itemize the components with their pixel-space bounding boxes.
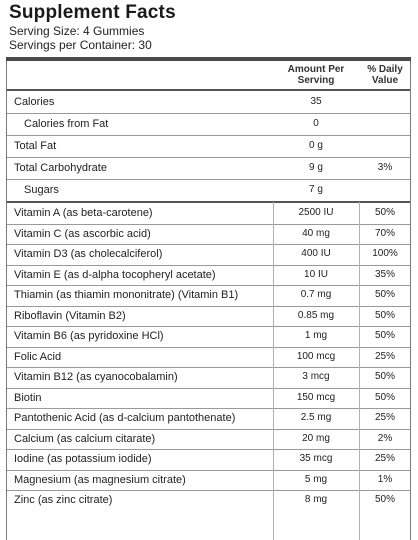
row-separator (7, 367, 410, 368)
macro-label: Calories from Fat (24, 118, 109, 130)
row-separator (7, 179, 410, 180)
nutrient-label: Calcium (as calcium citarate) (14, 432, 156, 445)
nutrient-amount: 0.7 mg (300, 289, 332, 300)
nutrient-label: Riboflavin (Vitamin B2) (14, 309, 126, 322)
macro-amount: 7 g (309, 184, 323, 195)
row-separator (7, 244, 410, 245)
macro-amount: 9 g (309, 162, 323, 173)
nutrient-daily-value: 70% (374, 227, 395, 239)
nutrient-label: Vitamin B12 (as cyanocobalamin) (14, 371, 178, 383)
nutrient-label: Biotin (14, 391, 42, 404)
nutrient-daily-value: 100% (372, 248, 398, 259)
nutrient-amount: 5 mg (304, 473, 328, 485)
row-separator (7, 224, 410, 225)
nutrient-daily-value: 35% (374, 268, 395, 280)
nutrient-daily-value: 25% (374, 350, 395, 362)
nutrient-daily-value: 50% (374, 330, 395, 341)
nutrient-amount: 0.85 mg (297, 309, 335, 321)
row-separator (7, 470, 410, 471)
serving-size: Serving Size: 4 Gummies (9, 24, 145, 38)
nutrient-amount: 20 mg (302, 432, 330, 444)
nutrient-label: Vitamin C (as ascorbic acid) (14, 227, 151, 240)
nutrient-label: Folic Acid (14, 350, 62, 363)
macro-row (7, 96, 410, 118)
row-separator (7, 285, 410, 286)
macro-daily-value: 3% (377, 162, 393, 173)
macro-label: Sugars (24, 184, 59, 196)
row-separator (7, 490, 410, 491)
dv-header-line1: % Daily (367, 64, 403, 75)
macro-label: Total Carbohydrate (14, 162, 107, 174)
nutrient-label: Iodine (as potassium iodide) (14, 453, 152, 465)
row-separator (7, 135, 410, 136)
nutrient-amount: 2500 IU (298, 207, 334, 218)
row-separator (7, 265, 410, 266)
supplement-facts-panel (1, 0, 416, 540)
dv-header-line2: Value (371, 75, 399, 86)
nutrient-label: Pantothenic Acid (as d-calcium pantothenate) (14, 412, 236, 424)
nutrient-row (7, 494, 410, 515)
nutrient-amount: 400 IU (301, 248, 331, 259)
nutrient-label: Thiamin (as thiamin mononitrate) (Vitamin B1) (14, 289, 239, 301)
amount-header-line2: Serving (297, 75, 335, 86)
amount-header-line1: Amount Per (287, 64, 345, 75)
macro-label: Total Fat (14, 140, 57, 152)
row-separator (7, 408, 410, 409)
nutrient-amount: 35 mcg (299, 453, 333, 464)
nutrient-daily-value: 50% (374, 371, 395, 382)
macro-row (7, 162, 410, 184)
nutrient-daily-value: 25% (374, 453, 395, 464)
row-separator (7, 201, 410, 203)
nutrient-daily-value: 1% (377, 473, 393, 485)
nutrient-daily-value: 50% (374, 207, 395, 218)
macro-amount: 0 g (309, 140, 323, 151)
nutrient-label: Magnesium (as magnesium citrate) (14, 473, 186, 486)
macro-amount: 0 (313, 118, 319, 129)
nutrient-amount: 40 mg (302, 227, 330, 239)
nutrient-amount: 8 mg (304, 494, 328, 505)
header-separator (7, 89, 410, 91)
row-separator (7, 326, 410, 327)
servings-per-container: Servings per Container: 30 (9, 38, 152, 52)
nutrient-daily-value: 25% (374, 412, 395, 423)
dv-column-rule (359, 202, 360, 540)
nutrient-label: Vitamin D3 (as cholecalciferol) (14, 248, 163, 260)
nutrient-label: Vitamin B6 (as pyridoxine HCl) (14, 330, 164, 342)
top-rule (6, 57, 411, 61)
nutrient-amount: 1 mg (304, 330, 328, 341)
nutrient-amount: 100 mcg (296, 350, 336, 362)
nutrient-label: Zinc (as zinc citrate) (14, 494, 113, 506)
macro-label: Calories (14, 96, 55, 108)
daily-value-column-header (359, 64, 411, 86)
nutrient-daily-value: 50% (374, 309, 395, 321)
row-separator (7, 449, 410, 450)
nutrient-label: Vitamin A (as beta-carotene) (14, 207, 153, 219)
row-separator (7, 347, 410, 348)
nutrient-amount: 150 mcg (296, 391, 336, 403)
nutrient-amount: 10 IU (304, 268, 328, 280)
row-separator (7, 113, 410, 114)
row-separator (7, 388, 410, 389)
row-separator (7, 157, 410, 158)
panel-title: Supplement Facts (9, 2, 176, 23)
row-separator (7, 306, 410, 307)
nutrient-daily-value: 50% (374, 494, 395, 505)
nutrient-daily-value: 2% (377, 432, 393, 444)
macro-amount: 35 (310, 96, 322, 107)
nutrient-daily-value: 50% (374, 289, 395, 300)
row-separator (7, 429, 410, 430)
macro-row (7, 140, 410, 162)
nutrient-label: Vitamin E (as d-alpha tocopheryl acetate) (14, 268, 216, 281)
amount-column-rule (273, 202, 274, 540)
macro-row (7, 118, 410, 140)
nutrient-amount: 2.5 mg (300, 412, 332, 423)
nutrient-daily-value: 50% (374, 391, 395, 403)
nutrient-amount: 3 mcg (302, 371, 330, 382)
amount-column-header (273, 64, 359, 86)
